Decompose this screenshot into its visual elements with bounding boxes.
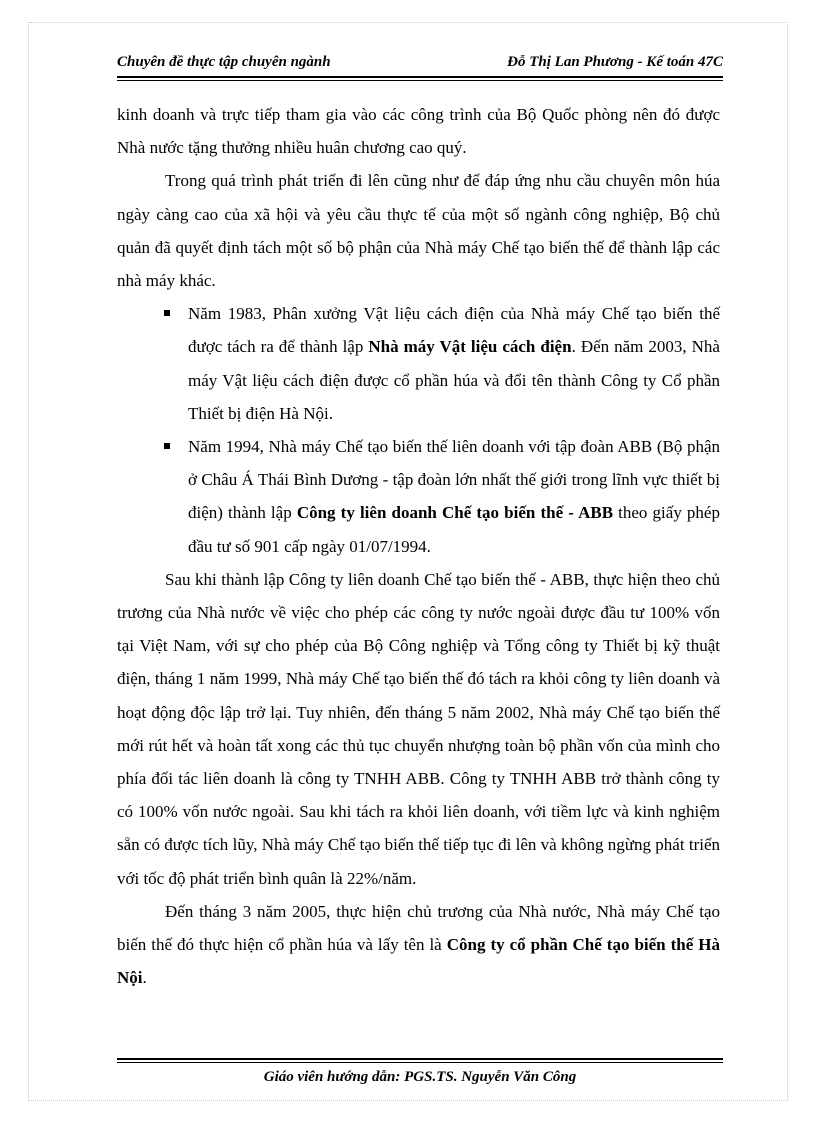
paragraph-4-text-start: Đến tháng 3 năm 2005, thực hiện chủ trương của Nhà nước, Nhà máy Chế tạo biến thế đó thực hiện cổ phần húa và lấy tên là — [117, 901, 720, 955]
paragraph-4-bold-text: Công ty cổ phần Chế tạo biến thế Hà Nội — [117, 935, 720, 988]
document-body — [117, 98, 720, 994]
bullet-2-text-end: theo giấy phép đầu tư số 901 cấp ngày 01/07/1994. — [188, 503, 720, 556]
bullet-2-bold-text: Công ty liên doanh Chế tạo biến thế - ABB — [296, 503, 614, 523]
header-author: Đỗ Thị Lan Phương - Kế toán 47C — [507, 54, 723, 70]
bullet-2-text-start: Năm 1994, Nhà máy Chế tạo biến thế liên doanh với tập đoàn ABB (Bộ phận ở Châu Á Thái Bình Dương - tập đoàn lớn nhất thế giới trong lĩnh vực thiết bị điện) thành lập — [188, 437, 720, 523]
bullet-item-2 — [188, 430, 720, 563]
paragraph-2: Trong quá trình phát triển đi lên cũng như để đáp ứng nhu cầu chuyên môn húa ngày càng cao của xã hội và yêu cầu thực tế của một số ngành công nghiệp, Bộ chủ quản đã quyết định tách một số bộ phận của Nhà máy Chế tạo biến thế để thành lập các nhà máy khác. — [117, 171, 720, 291]
bullet-item-1 — [188, 297, 720, 430]
page-footer: Giáo viên hướng dẫn: PGS.TS. Nguyễn Văn Công — [263, 1069, 577, 1085]
header-course-title: Chuyên đề thực tập chuyên ngành — [117, 54, 331, 70]
bullet-1-text-start: Năm 1983, Phân xưởng Vật liệu cách điện của Nhà máy Chế tạo biến thế được tách ra để thành lập — [188, 304, 720, 357]
paragraph-4 — [117, 895, 720, 995]
header-divider — [117, 76, 723, 81]
page-header — [117, 54, 723, 71]
bullet-1-text-end: . Đến năm 2003, Nhà máy Vật liệu cách điện được cổ phần húa và đổi tên thành Công ty Cổ phần Thiết bị điện Hà Nội. — [188, 337, 720, 423]
paragraph-1: kinh doanh và trực tiếp tham gia vào các công trình của Bộ Quốc phòng nên đó được Nhà nước tặng thưởng nhiều huân chương cao quý. — [117, 105, 720, 158]
square-bullet-icon — [164, 443, 170, 449]
paragraph-4-text-end: . — [142, 968, 147, 988]
paragraph-3: Sau khi thành lập Công ty liên doanh Chế tạo biến thế - ABB, thực hiện theo chủ trương của Nhà nước về việc cho phép các công ty nước ngoài được đầu tư 100% vốn tại Việt Nam, với sự cho phép của Bộ Công nghiệp và Tổng công ty Thiết bị kỹ thuật điện, tháng 1 năm 1999, Nhà máy Chế tạo biến thế đó tách ra khỏi công ty liên doanh và hoạt động độc lập trở lại. Tuy nhiên, đến tháng 5 năm 2002, Nhà máy Chế tạo biến thế mới rút hết và hoàn tất xong các thủ tục chuyển nhượng toàn bộ phần vốn của mình cho phía đối tác liên doanh là công ty TNHH ABB. Công ty TNHH ABB trở thành công ty có 100% vốn nước ngoài. Sau khi tách ra khỏi liên doanh, với tiềm lực và kinh nghiệm sẵn có được tích lũy, Nhà máy Chế tạo biến thế tiếp tục đi lên và không ngừng phát triển với tốc độ phát triển bình quân là 22%/năm. — [117, 569, 720, 888]
bullet-1-bold-text: Nhà máy Vật liệu cách điện — [368, 337, 572, 357]
bullet-list — [117, 297, 720, 563]
footer-divider — [117, 1058, 723, 1063]
square-bullet-icon — [164, 310, 170, 316]
